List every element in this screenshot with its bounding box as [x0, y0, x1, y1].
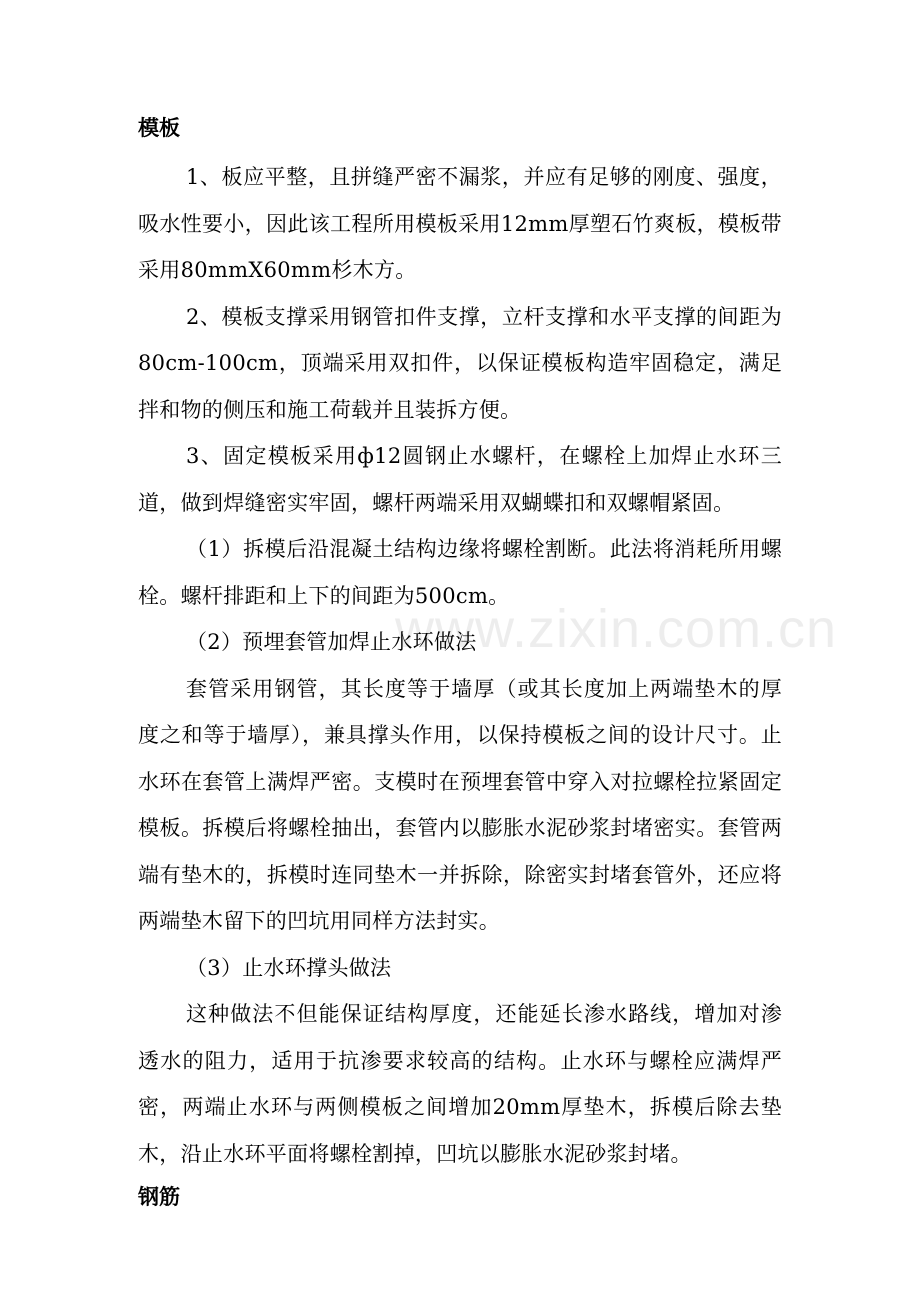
- paragraph-5: （2）预埋套管加焊止水环做法: [186, 630, 477, 654]
- section-heading-formwork: 模板: [138, 116, 180, 140]
- paragraph-4: （1）拆模后沿混凝土结构边缘将螺栓割断。此法将消耗所用螺栓。螺杆排距和上下的间距为500cm。: [138, 537, 782, 608]
- paragraph-3: 3、固定模板采用ф12圆钢止水螺杆，在螺栓上加焊止水环三道，做到焊缝密实牢固，螺杆两端采用双蝴蝶扣和双螺帽紧固。: [138, 444, 782, 515]
- paragraph-1: 1、板应平整，且拼缝严密不漏浆，并应有足够的刚度、强度，吸水性要小，因此该工程所用模板采用12mm厚塑石竹爽板，模板带采用80mmX60mm杉木方。: [138, 165, 782, 282]
- paragraph-6: 套管采用钢管，其长度等于墙厚（或其长度加上两端垫木的厚度之和等于墙厚），兼具撑头作用，以保持模板之间的设计尺寸。止水环在套管上满焊严密。支模时在预埋套管中穿入对拉螺栓拉紧固定模板。拆模后将螺栓抽出，套管内以膨胀水泥砂浆封堵密实。套管两端有垫木的，拆模时连同垫木一并拆除，除密实封堵套管外，还应将两端垫木留下的凹坑用同样方法封实。: [138, 676, 782, 933]
- paragraph-2: 2、模板支撑采用钢管扣件支撑，立杆支撑和水平支撑的间距为80cm-100cm，顶端采用双扣件，以保证模板构造牢固稳定，满足拌和物的侧压和施工荷载并且装拆方便。: [138, 304, 782, 422]
- paragraph-7: （3）止水环撑头做法: [186, 955, 392, 980]
- watermark: www.zixin.com.cn: [395, 599, 838, 659]
- section-heading-rebar: 钢筋: [138, 1185, 180, 1209]
- paragraph-8: 这种做法不但能保证结构厚度，还能延长渗水路线，增加对渗透水的阻力，适用于抗渗要求较高的结构。止水环与螺栓应满焊严密，两端止水环与两侧模板之间增加20mm厚垫木，拆模后除去垫木，沿止水环平面将螺栓割掉，凹坑以膨胀水泥砂浆封堵。: [138, 1002, 782, 1166]
- document-body: [138, 108, 782, 1217]
